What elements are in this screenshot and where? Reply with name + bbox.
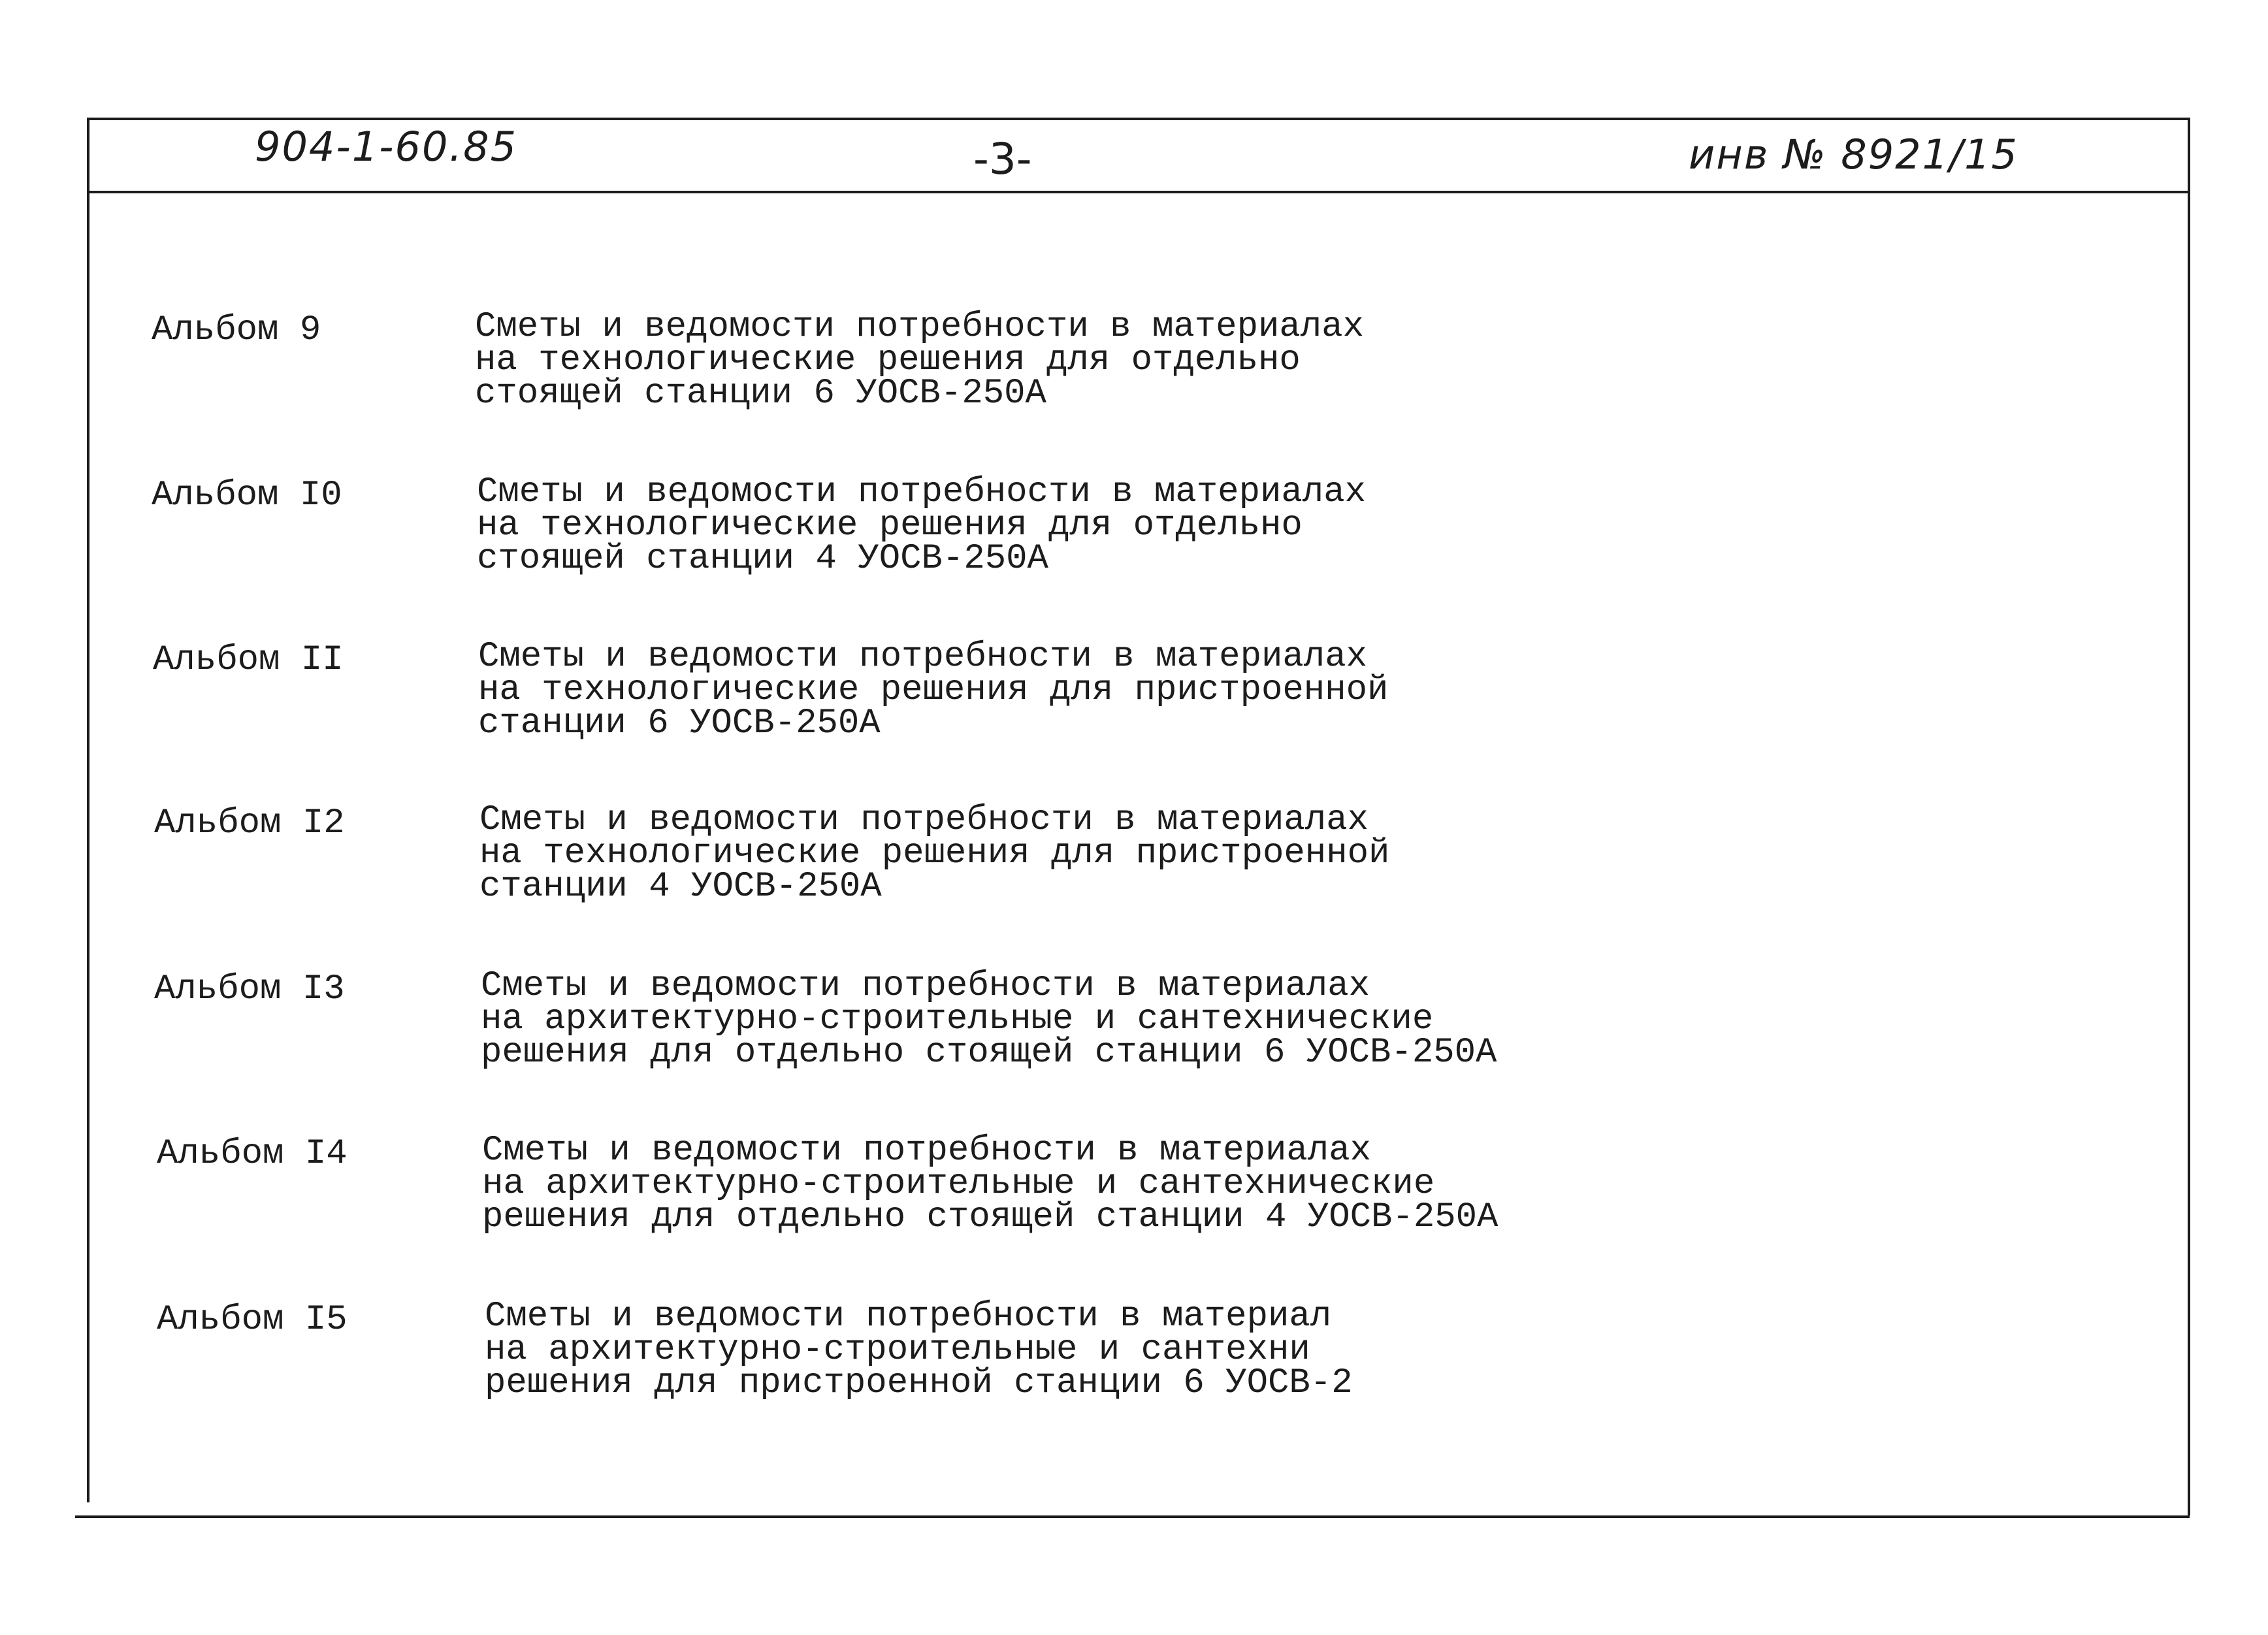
description-line: станции 6 УОСВ-250А [478, 704, 881, 743]
description-line: на технологические решения для отдельно [477, 506, 1303, 545]
album-label: Альбом II [153, 640, 344, 680]
description-line: на архитектурно-строительные и сантехни [485, 1330, 1310, 1370]
album-description [482, 1131, 1498, 1237]
description-line: на технологические решения для пристроенной [479, 834, 1390, 873]
description-line: стоящей станции 4 УОСВ-250А [477, 539, 1048, 579]
description-line: стоящей станции 6 УОСВ-250А [475, 374, 1046, 413]
album-label: Альбом I0 [152, 476, 342, 515]
description-line: решения для пристроенной станции 6 УОСВ-2 [485, 1363, 1353, 1403]
description-line: Сметы и ведомости потребности в материалах [478, 637, 1368, 677]
album-label: Альбом I2 [154, 803, 345, 843]
description-line: Сметы и ведомости потребности в материал [485, 1297, 1332, 1336]
description-line: Сметы и ведомости потребности в материалах [482, 1131, 1372, 1171]
page-number: -3- [973, 134, 1032, 184]
description-line: на архитектурно-строительные и сантехнические [481, 999, 1434, 1039]
description-line: Сметы и ведомости потребности в материалах [475, 307, 1365, 347]
description-line: станции 4 УОСВ-250А [479, 867, 882, 907]
inventory-number: инв № 8921/15 [1689, 131, 2018, 178]
description-line: на архитектурно-строительные и сантехнические [482, 1164, 1435, 1204]
frame-top-border [88, 118, 2190, 120]
frame-left-border [87, 118, 89, 1502]
album-description [485, 1297, 1353, 1403]
frame-right-border [2188, 118, 2190, 1515]
album-description [478, 637, 1389, 743]
frame-bottom-border [75, 1515, 2190, 1518]
album-label: Альбом 9 [152, 310, 321, 350]
album-description [475, 307, 1365, 413]
album-label: Альбом I3 [154, 969, 345, 1009]
description-line: на технологические решения для пристроенной [478, 670, 1389, 710]
description-line: решения для отдельно стоящей станции 6 УОСВ-250А [481, 1033, 1497, 1073]
album-description [481, 966, 1497, 1073]
album-label: Альбом I5 [157, 1300, 348, 1340]
album-description [479, 800, 1390, 907]
document-code: 904-1-60.85 [255, 123, 518, 170]
header-divider [88, 191, 2190, 193]
description-line: решения для отдельно стоящей станции 4 УОСВ-250А [482, 1197, 1498, 1237]
album-label: Альбом I4 [157, 1134, 348, 1174]
album-description [477, 472, 1367, 579]
description-line: на технологические решения для отдельно [475, 340, 1301, 380]
description-line: Сметы и ведомости потребности в материалах [477, 472, 1367, 512]
description-line: Сметы и ведомости потребности в материалах [481, 966, 1370, 1006]
description-line: Сметы и ведомости потребности в материалах [479, 800, 1369, 840]
